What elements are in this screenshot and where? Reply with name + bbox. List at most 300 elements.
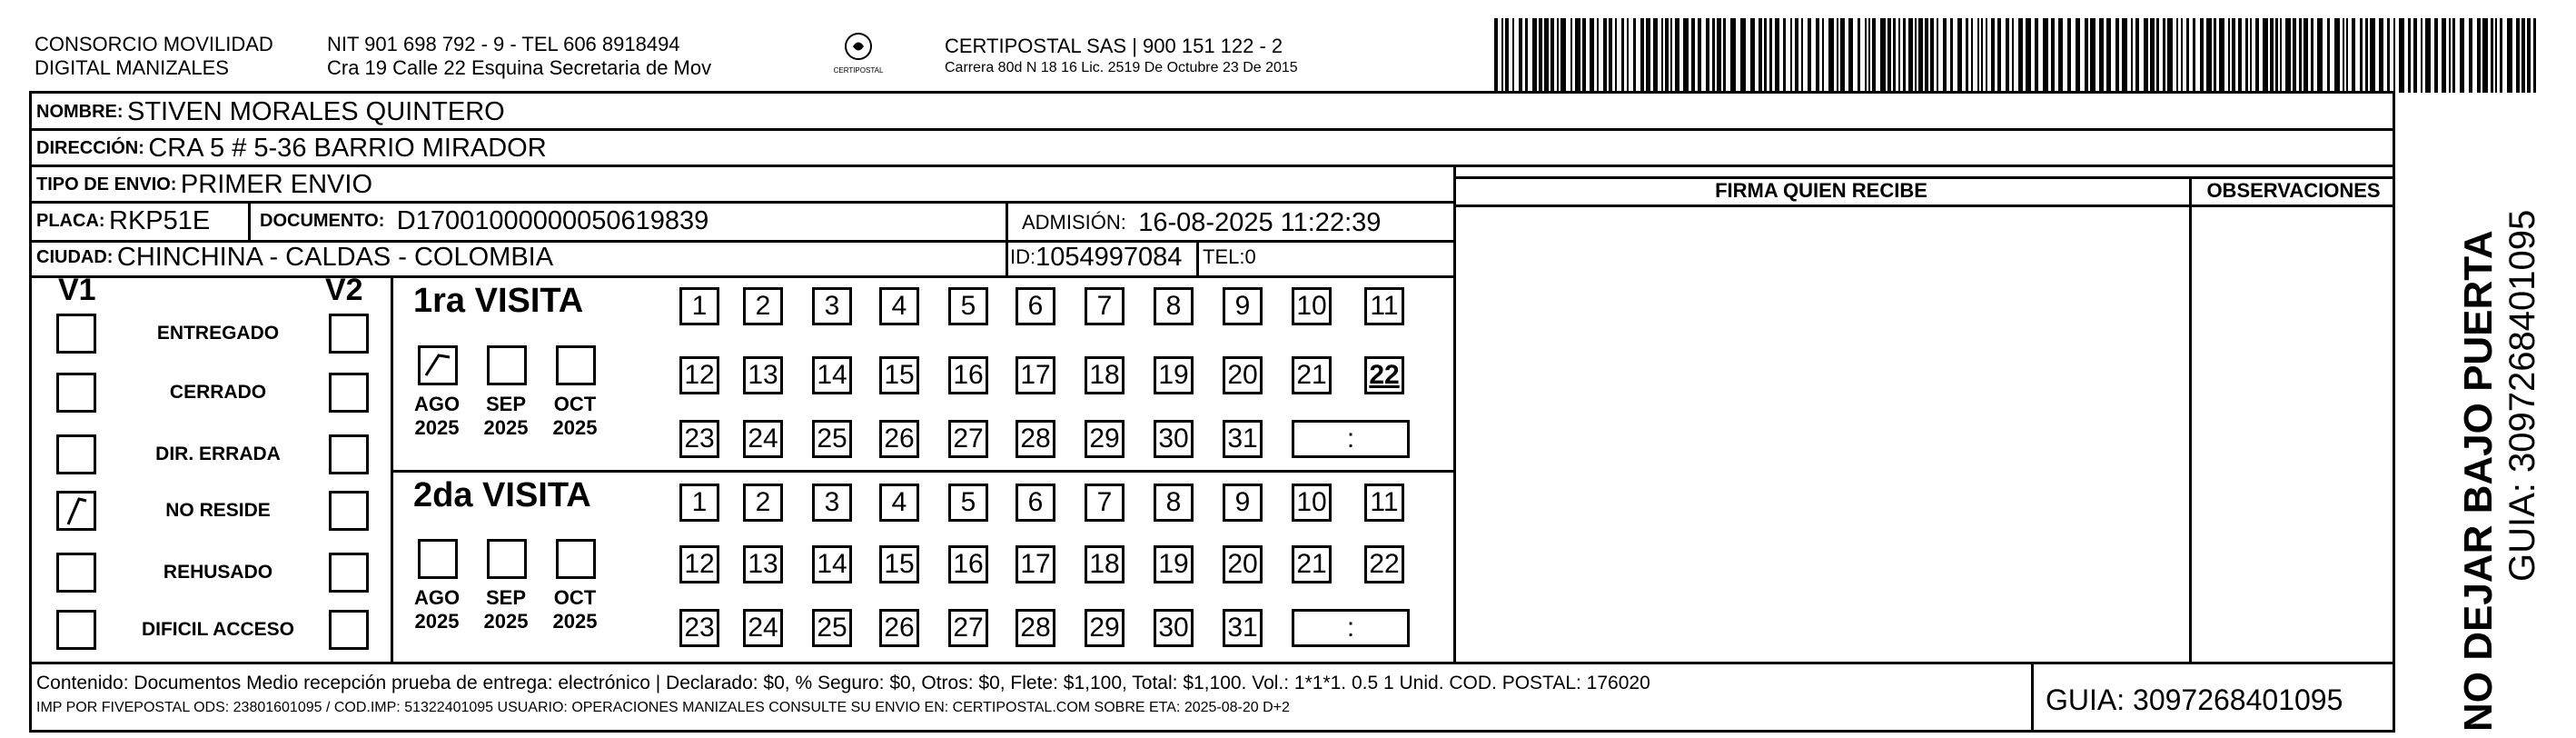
barcode-bar [1764, 18, 1767, 93]
barcode-bar [1712, 18, 1715, 93]
barcode-bar [1544, 18, 1549, 93]
nombre-value: STIVEN MORALES QUINTERO [127, 96, 505, 126]
second-day-25[interactable]: 25 [812, 609, 852, 647]
first-day-28[interactable]: 28 [1016, 420, 1055, 458]
first-time-box[interactable]: : [1292, 420, 1410, 458]
month-name: SEP [485, 393, 527, 415]
barcode-bar [2058, 18, 2063, 93]
barcode-bar [1858, 18, 1860, 93]
barcode-bar [1880, 18, 1886, 93]
nombre-row: NOMBRE: STIVEN MORALES QUINTERO [36, 96, 505, 126]
barcode-bar [2334, 18, 2340, 93]
first-day-8[interactable]: 8 [1154, 287, 1194, 325]
barcode-bar [2393, 18, 2395, 93]
side-panel [2403, 91, 2566, 733]
barcode-bar [1795, 18, 1798, 93]
ciudad-cell: CIUDAD: CHINCHINA - CALDAS - COLOMBIA [36, 242, 554, 272]
first-day-27[interactable]: 27 [948, 420, 988, 458]
barcode-bar [1887, 18, 1891, 93]
barcode-bar [2370, 18, 2375, 93]
ciudad-value: CHINCHINA - CALDAS - COLOMBIA [116, 242, 554, 272]
month-year: 2025 [414, 610, 460, 633]
barcode-bar [2270, 18, 2274, 93]
first-day-2[interactable]: 2 [743, 287, 783, 325]
first-day-6[interactable]: 6 [1016, 287, 1055, 325]
first-day-10[interactable]: 10 [1292, 287, 1332, 325]
v2-checkbox-rehusado[interactable] [329, 553, 369, 593]
status-label: ENTREGADO [156, 323, 280, 344]
v2-checkbox-no-reside[interactable] [329, 491, 369, 531]
second-day-29[interactable]: 29 [1085, 609, 1125, 647]
barcode-bar [1822, 18, 1824, 93]
contenido-line: Contenido: Documentos Medio recepción prueba de entrega: electrónico | Declarado: $0, % Seguro: $0, Otros: $0, Flete: $1,100, Total: $1,100. Vol.: 1*1*1. 0.5 1 Unid. COD. POSTAL: 176020 [36, 673, 1650, 693]
barcode-bar [1532, 18, 1537, 93]
barcode-bar [1966, 18, 1968, 93]
id-value: 1054997084 [1035, 242, 1183, 272]
barcode-bar [2076, 18, 2080, 93]
barcode-bar [2006, 18, 2009, 93]
v1-label: V1 [58, 273, 96, 307]
barcode-bar [2090, 18, 2095, 93]
barcode-bar [1717, 18, 1721, 93]
barcode-bar [1986, 18, 1987, 93]
barcode-bar [1828, 18, 1834, 93]
month-label [474, 586, 538, 633]
second-day-27[interactable]: 27 [948, 609, 988, 647]
barcode-bar [1991, 18, 1995, 93]
second-day-28[interactable]: 28 [1016, 609, 1055, 647]
tipo-row: TIPO DE ENVIO: PRIMER ENVIO [36, 169, 373, 199]
first-day-3[interactable]: 3 [812, 287, 852, 325]
barcode-bar [1597, 18, 1599, 93]
barcode-bar [1808, 18, 1811, 93]
first-month-sep[interactable] [487, 345, 527, 385]
barcode-bar [1868, 18, 1870, 93]
barcode-bar [1683, 18, 1689, 93]
barcode-bar [1512, 18, 1514, 93]
observaciones-header: OBSERVACIONES [2206, 179, 2381, 202]
side-guia: GUIA: 3097268401095 [2502, 209, 2542, 582]
barcode-bar [1627, 18, 1629, 93]
month-year: 2025 [483, 416, 529, 439]
barcode-bar [2327, 18, 2330, 93]
second-day-12[interactable]: 12 [679, 545, 719, 583]
warning-text: NO DEJAR BAJO PUERTA [2456, 230, 2501, 732]
barcode-bar [2449, 18, 2451, 93]
barcode-bar [1615, 18, 1617, 93]
month-label [405, 586, 469, 633]
second-day-17[interactable]: 17 [1016, 545, 1055, 583]
first-day-16[interactable]: 16 [948, 356, 988, 394]
barcode-bar [2176, 18, 2178, 93]
barcode-bar [2442, 18, 2446, 93]
second-day-16[interactable]: 16 [948, 545, 988, 583]
barcode-bar [1750, 18, 1755, 93]
first-day-4[interactable]: 4 [879, 287, 919, 325]
second-day-14[interactable]: 14 [812, 545, 852, 583]
barcode-bar [1691, 18, 1695, 93]
barcode-bar [1769, 18, 1772, 93]
barcode-bar [1837, 18, 1838, 93]
v1-checkbox-cerrado[interactable] [56, 373, 96, 413]
barcode-bar [1698, 18, 1701, 93]
barcode-bar [2232, 18, 2235, 93]
first-day-9[interactable]: 9 [1223, 287, 1263, 325]
month-name: SEP [485, 586, 527, 609]
barcode-bar [2280, 18, 2282, 93]
v2-checkbox-entregado[interactable] [329, 314, 369, 354]
month-label [543, 586, 607, 633]
direccion-row: DIRECCIÓN: CRA 5 # 5-36 BARRIO MIRADOR [36, 133, 547, 163]
second-day-19[interactable]: 19 [1154, 545, 1194, 583]
barcode-bar [2163, 18, 2165, 93]
second-day-3[interactable]: 3 [812, 484, 852, 522]
first-day-15[interactable]: 15 [879, 356, 919, 394]
barcode-bar [2099, 18, 2104, 93]
barcode-bar [2150, 18, 2155, 93]
second-day-11[interactable]: 11 [1364, 484, 1404, 522]
barcode-bar [2434, 18, 2438, 93]
second-day-13[interactable]: 13 [743, 545, 783, 583]
barcode-bar [2516, 18, 2520, 93]
status-label: CERRADO [169, 382, 267, 403]
barcode-bar [2219, 18, 2224, 93]
first-day-7[interactable]: 7 [1085, 287, 1125, 325]
barcode-bar [2026, 18, 2031, 93]
barcode-bar [2156, 18, 2159, 93]
first-day-23[interactable]: 23 [679, 420, 719, 458]
barcode-bar [1661, 18, 1663, 93]
barcode-bar [1519, 18, 1522, 93]
barcode-bar [1893, 18, 1896, 93]
first-visit-title: 1ra VISITA [413, 282, 584, 320]
month-label [405, 393, 469, 440]
second-day-8[interactable]: 8 [1154, 484, 1194, 522]
barcode-bar [2527, 18, 2531, 93]
certipostal-logo: CERTIPOSTAL [827, 31, 890, 75]
barcode-bar [1848, 18, 1853, 93]
second-day-23[interactable]: 23 [679, 609, 719, 647]
second-day-15[interactable]: 15 [879, 545, 919, 583]
barcode-bar [2255, 18, 2259, 93]
v2-label: V2 [325, 273, 363, 307]
carrier-info: CERTIPOSTAL SAS | 900 151 122 - 2 Carrera 80d N 18 16 Lic. 2519 De Octubre 23 De 2015 [945, 35, 1298, 75]
company-contact: NIT 901 698 792 - 9 - TEL 606 8918494 Cra 19 Calle 22 Esquina Secretaria de Mov [327, 33, 712, 79]
barcode-bar [2263, 18, 2268, 93]
direccion-value: CRA 5 # 5-36 BARRIO MIRADOR [148, 133, 547, 163]
v2-checkbox-dificil-acceso[interactable] [329, 610, 369, 650]
month-name: OCT [553, 393, 597, 415]
barcode-bar [1570, 18, 1572, 93]
barcode-bar [1633, 18, 1636, 93]
barcode-bar [2186, 18, 2189, 93]
tel-value: 0 [1244, 245, 1256, 268]
first-day-29[interactable]: 29 [1085, 420, 1125, 458]
barcode-bar [1872, 18, 1876, 93]
second-day-9[interactable]: 9 [1223, 484, 1263, 522]
first-day-5[interactable]: 5 [948, 287, 988, 325]
barcode-bar [2206, 18, 2212, 93]
barcode-bar [2477, 18, 2481, 93]
firma-header: FIRMA QUIEN RECIBE [1715, 179, 1927, 202]
barcode-bar [1925, 18, 1928, 93]
barcode-bar [2181, 18, 2183, 93]
month-label [543, 393, 607, 440]
barcode-bar [2012, 18, 2014, 93]
v1-checkbox-dir-errada[interactable] [56, 434, 96, 474]
first-day-24[interactable]: 24 [743, 420, 783, 458]
barcode-bar [2522, 18, 2525, 93]
id-cell: ID: 1054997084 [1010, 242, 1183, 272]
barcode-bar [1560, 18, 1566, 93]
barcode-bar [2452, 18, 2455, 93]
barcode-bar [1539, 18, 1542, 93]
check-mark-icon [59, 494, 94, 528]
month-label [474, 393, 538, 440]
barcode-bar [1783, 18, 1786, 93]
barcode-bar [2085, 18, 2088, 93]
admision-value: 16-08-2025 11:22:39 [1138, 207, 1382, 237]
barcode-bar [1640, 18, 1644, 93]
barcode-bar [2299, 18, 2302, 93]
placa-value: RKP51E [109, 205, 211, 235]
logo-icon [840, 31, 877, 62]
first-day-18[interactable]: 18 [1085, 356, 1125, 394]
first-day-14[interactable]: 14 [812, 356, 852, 394]
first-day-21[interactable]: 21 [1292, 356, 1332, 394]
barcode-bar [1903, 18, 1906, 93]
barcode-bar [2421, 18, 2422, 93]
barcode-bar [1950, 18, 1953, 93]
v1-checkbox-rehusado[interactable] [56, 553, 96, 593]
first-day-26[interactable]: 26 [879, 420, 919, 458]
barcode-bar [1525, 18, 1528, 93]
barcode-bar [1840, 18, 1845, 93]
first-day-19[interactable]: 19 [1154, 356, 1194, 394]
barcode-bar [2293, 18, 2296, 93]
first-day-30[interactable]: 30 [1154, 420, 1194, 458]
second-day-21[interactable]: 21 [1292, 545, 1332, 583]
tel-cell: TEL: 0 [1203, 245, 1256, 268]
second-month-ago[interactable] [418, 539, 458, 579]
month-year: 2025 [414, 416, 460, 439]
check-mark-icon [421, 348, 455, 383]
second-day-30[interactable]: 30 [1154, 609, 1194, 647]
barcode-bar [2167, 18, 2173, 93]
barcode-bar [2115, 18, 2119, 93]
placa-cell: PLACA: RKP51E [36, 205, 211, 235]
company-name: CONSORCIO MOVILIDAD DIGITAL MANIZALES [35, 33, 273, 79]
barcode-bar [1723, 18, 1726, 93]
barcode-bar [2285, 18, 2291, 93]
barcode-bar [1582, 18, 1586, 93]
barcode-bar [1740, 18, 1746, 93]
barcode-bar [2250, 18, 2252, 93]
second-day-24[interactable]: 24 [743, 609, 783, 647]
barcode-bar [1665, 18, 1669, 93]
barcode-bar [2304, 18, 2308, 93]
barcode-bar [2491, 18, 2493, 93]
barcode-bar [2425, 18, 2431, 93]
barcode-bar [1730, 18, 1736, 93]
barcode-bar [2352, 18, 2355, 93]
tipo-value: PRIMER ENVIO [180, 169, 373, 199]
barcode-bar [1505, 18, 1509, 93]
v1-checkbox-dificil-acceso[interactable] [56, 610, 96, 650]
barcode-bar [2067, 18, 2071, 93]
barcode-bar [2500, 18, 2502, 93]
first-day-25[interactable]: 25 [812, 420, 852, 458]
guia-footer: GUIA: 3097268401095 [2046, 683, 2343, 716]
second-day-31[interactable]: 31 [1223, 609, 1263, 647]
barcode-bar [2106, 18, 2111, 93]
second-day-7[interactable]: 7 [1085, 484, 1125, 522]
barcode-bar [1494, 18, 1498, 93]
month-year: 2025 [552, 610, 598, 633]
second-month-sep[interactable] [487, 539, 527, 579]
barcode-bar [1981, 18, 1983, 93]
barcode-bar [2238, 18, 2242, 93]
barcode-bar [1621, 18, 1624, 93]
second-visit-title: 2da VISITA [413, 476, 591, 514]
barcode-bar [1501, 18, 1503, 93]
barcode-bar [1898, 18, 1900, 93]
second-day-18[interactable]: 18 [1085, 545, 1125, 583]
second-day-1[interactable]: 1 [679, 484, 719, 522]
second-day-26[interactable]: 26 [879, 609, 919, 647]
barcode-bar [2346, 18, 2348, 93]
v2-checkbox-dir-errada[interactable] [329, 434, 369, 474]
barcode-bar [1943, 18, 1947, 93]
first-month-oct[interactable] [556, 345, 596, 385]
barcode-bar [2051, 18, 2055, 93]
barcode-bar [1775, 18, 1779, 93]
barcode-bar [1670, 18, 1672, 93]
barcode-bar [2193, 18, 2195, 93]
barcode-bar [2379, 18, 2383, 93]
barcode-bar [2460, 18, 2464, 93]
first-day-31[interactable]: 31 [1223, 420, 1263, 458]
first-day-12[interactable]: 12 [679, 356, 719, 394]
barcode-bar [1997, 18, 2001, 93]
barcode-bar [2043, 18, 2048, 93]
month-name: AGO [413, 393, 461, 415]
month-year: 2025 [483, 610, 529, 633]
barcode-bar [2144, 18, 2148, 93]
first-day-17[interactable]: 17 [1016, 356, 1055, 394]
barcode [1494, 18, 2543, 93]
barcode-bar [1590, 18, 1594, 93]
barcode-bar [2018, 18, 2023, 93]
barcode-bar [2482, 18, 2488, 93]
barcode-bar [2135, 18, 2139, 93]
barcode-bar [2122, 18, 2127, 93]
first-day-13[interactable]: 13 [743, 356, 783, 394]
barcode-bar [1706, 18, 1709, 93]
barcode-bar [2245, 18, 2248, 93]
barcode-bar [1609, 18, 1612, 93]
status-label: DIFICIL ACCESO [141, 619, 294, 640]
second-day-22[interactable]: 22 [1364, 545, 1404, 583]
second-day-20[interactable]: 20 [1223, 545, 1263, 583]
status-label: NO RESIDE [165, 500, 271, 521]
barcode-bar [1915, 18, 1917, 93]
barcode-bar [1816, 18, 1819, 93]
barcode-bar [2495, 18, 2497, 93]
barcode-bar [2311, 18, 2313, 93]
first-day-11[interactable]: 11 [1364, 287, 1404, 325]
barcode-bar [1603, 18, 1607, 93]
barcode-bar [2387, 18, 2390, 93]
barcode-bar [1908, 18, 1913, 93]
barcode-bar [2533, 18, 2536, 93]
imp-line: IMP POR FIVEPOSTAL ODS: 23801601095 / COD.IMP: 51322401095 USUARIO: OPERACIONES MANIZALES CONSULTE SU ENVIO EN: CERTIPOSTAL.COM SOBRE ETA: 2025-08-20 D+2 [36, 700, 1290, 715]
barcode-bar [2360, 18, 2363, 93]
barcode-bar [1801, 18, 1803, 93]
first-day-22[interactable]: 22 [1364, 356, 1404, 394]
v1-checkbox-entregado[interactable] [56, 314, 96, 354]
barcode-bar [1675, 18, 1679, 93]
barcode-bar [2343, 18, 2344, 93]
month-name: AGO [413, 586, 461, 609]
barcode-bar [1977, 18, 1979, 93]
month-year: 2025 [552, 416, 598, 439]
second-day-5[interactable]: 5 [948, 484, 988, 522]
barcode-bar [2228, 18, 2230, 93]
status-label: REHUSADO [163, 562, 273, 583]
first-month-ago[interactable] [418, 345, 458, 385]
barcode-bar [2399, 18, 2404, 93]
barcode-bar [1646, 18, 1650, 93]
barcode-bar [2131, 18, 2133, 93]
second-day-4[interactable]: 4 [879, 484, 919, 522]
second-day-10[interactable]: 10 [1292, 484, 1332, 522]
second-day-6[interactable]: 6 [1016, 484, 1055, 522]
barcode-bar [1653, 18, 1658, 93]
barcode-bar [1551, 18, 1554, 93]
barcode-bar [1557, 18, 1559, 93]
status-label: DIR. ERRADA [155, 444, 281, 464]
barcode-bar [1930, 18, 1934, 93]
barcode-bar [2413, 18, 2417, 93]
barcode-bar [1790, 18, 1792, 93]
barcode-bar [1865, 18, 1867, 93]
barcode-bar [2469, 18, 2472, 93]
barcode-bar [1957, 18, 1962, 93]
barcode-bar [2317, 18, 2323, 93]
barcode-bar [2507, 18, 2512, 93]
v2-checkbox-cerrado[interactable] [329, 373, 369, 413]
second-time-box[interactable]: : [1292, 609, 1410, 647]
barcode-bar [2408, 18, 2411, 93]
documento-cell: DOCUMENTO: D17001000000050619839 [260, 205, 709, 235]
barcode-bar [2275, 18, 2278, 93]
barcode-bar [2365, 18, 2368, 93]
barcode-bar [1918, 18, 1923, 93]
v1-checkbox-no-reside[interactable] [56, 491, 96, 531]
second-month-oct[interactable] [556, 539, 596, 579]
first-day-20[interactable]: 20 [1223, 356, 1263, 394]
documento-value: D17001000000050619839 [396, 205, 709, 235]
second-day-2[interactable]: 2 [743, 484, 783, 522]
first-day-1[interactable]: 1 [679, 287, 719, 325]
barcode-bar [1971, 18, 1973, 93]
barcode-bar [1759, 18, 1762, 93]
admision-cell: ADMISIÓN: 16-08-2025 11:22:39 [1022, 207, 1382, 237]
barcode-bar [2035, 18, 2038, 93]
barcode-bar [1937, 18, 1938, 93]
barcode-bar [1575, 18, 1580, 93]
